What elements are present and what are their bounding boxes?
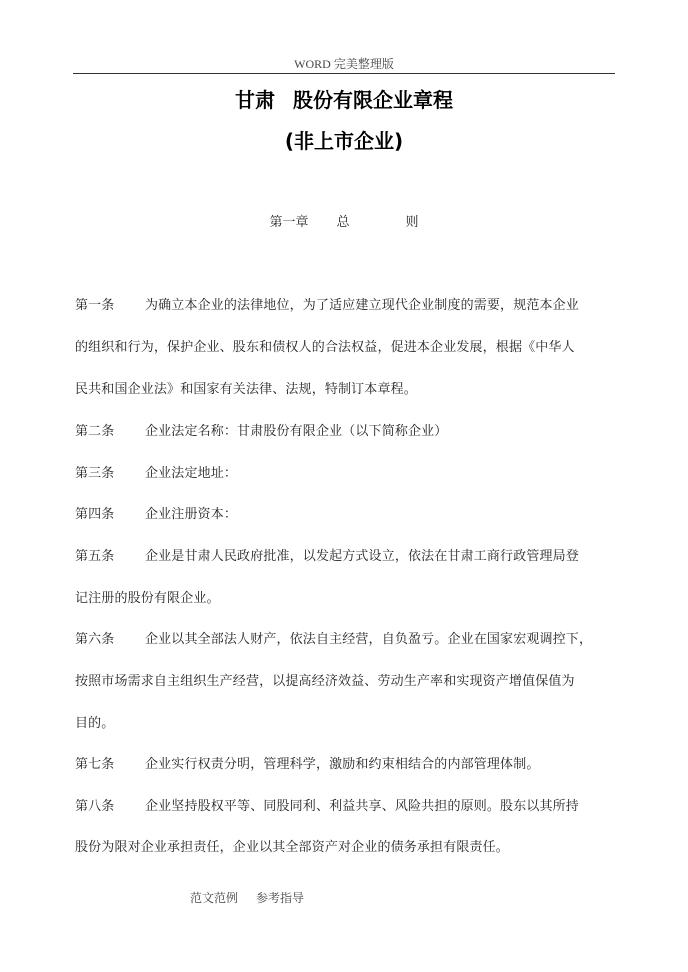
article-text: 企业实行权责分明，管理科学，激励和约束相结合的内部管理体制。 bbox=[145, 757, 540, 772]
chapter-name-char2: 则 bbox=[405, 215, 419, 230]
footer-label-2: 参考指导 bbox=[256, 891, 305, 905]
document-title bbox=[0, 84, 688, 113]
article-label: 第八条 bbox=[75, 799, 115, 814]
article-8-line-2: 股份为限对企业承担责任，企业以其全部资产对企业的债务承担有限责任。 bbox=[75, 840, 509, 855]
article-6-line-2: 按照市场需求自主组织生产经营，以提高经济效益、劳动生产率和实现资产增值保值为 bbox=[75, 674, 575, 689]
article-text: 企业法定地址： bbox=[145, 466, 238, 481]
article-6-line-3: 目的。 bbox=[75, 716, 115, 731]
page-header: WORD 完美整理版 bbox=[294, 57, 394, 71]
article-text: 企业法定名称：甘肃股份有限企业（以下简称企业） bbox=[145, 424, 448, 439]
document-subtitle: (非上市企业) bbox=[284, 129, 404, 153]
article-6-line-1 bbox=[75, 628, 615, 647]
article-label: 第三条 bbox=[75, 466, 115, 481]
footer-label-1: 范文范例 bbox=[190, 891, 239, 905]
article-text: 为确立本企业的法律地位，为了适应建立现代企业制度的需要，规范本企业 bbox=[145, 298, 579, 313]
title-region: 甘肃 bbox=[235, 88, 275, 112]
article-text: 企业注册资本： bbox=[145, 507, 238, 522]
article-7-line-1 bbox=[75, 753, 615, 772]
article-4-line-1 bbox=[75, 503, 615, 522]
article-label: 第六条 bbox=[75, 632, 115, 647]
article-1-line-3: 民共和国企业法》和国家有关法律、法规，特制订本章程。 bbox=[75, 382, 417, 397]
article-label: 第二条 bbox=[75, 424, 115, 439]
article-5-line-2: 记注册的股份有限企业。 bbox=[75, 591, 220, 606]
article-1-line-1 bbox=[75, 294, 615, 313]
article-2-line-1 bbox=[75, 420, 615, 439]
article-5-line-1 bbox=[75, 545, 615, 564]
article-8-line-1 bbox=[75, 795, 615, 814]
article-label: 第一条 bbox=[75, 298, 115, 313]
page-footer bbox=[190, 889, 304, 906]
chapter-name-char1: 总 bbox=[336, 215, 350, 230]
article-3-line-1 bbox=[75, 462, 615, 481]
article-label: 第四条 bbox=[75, 507, 115, 522]
chapter-number: 第一章 bbox=[269, 215, 309, 230]
article-label: 第七条 bbox=[75, 757, 115, 772]
article-label: 第五条 bbox=[75, 549, 115, 564]
article-1-line-2: 的组织和行为，保护企业、股东和债权人的合法权益，促进本企业发展，根据《中华人 bbox=[75, 340, 575, 355]
article-text: 企业坚持股权平等、同股同利、利益共享、风险共担的原则。股东以其所持 bbox=[145, 799, 579, 814]
chapter-heading bbox=[0, 211, 688, 230]
title-main: 股份有限企业章程 bbox=[293, 88, 453, 112]
article-text: 企业是甘肃人民政府批准，以发起方式设立，依法在甘肃工商行政管理局登 bbox=[145, 549, 579, 564]
article-text: 企业以其全部法人财产，依法自主经营，自负盈亏。企业在国家宏观调控下， bbox=[145, 632, 593, 647]
header-divider bbox=[73, 73, 615, 74]
